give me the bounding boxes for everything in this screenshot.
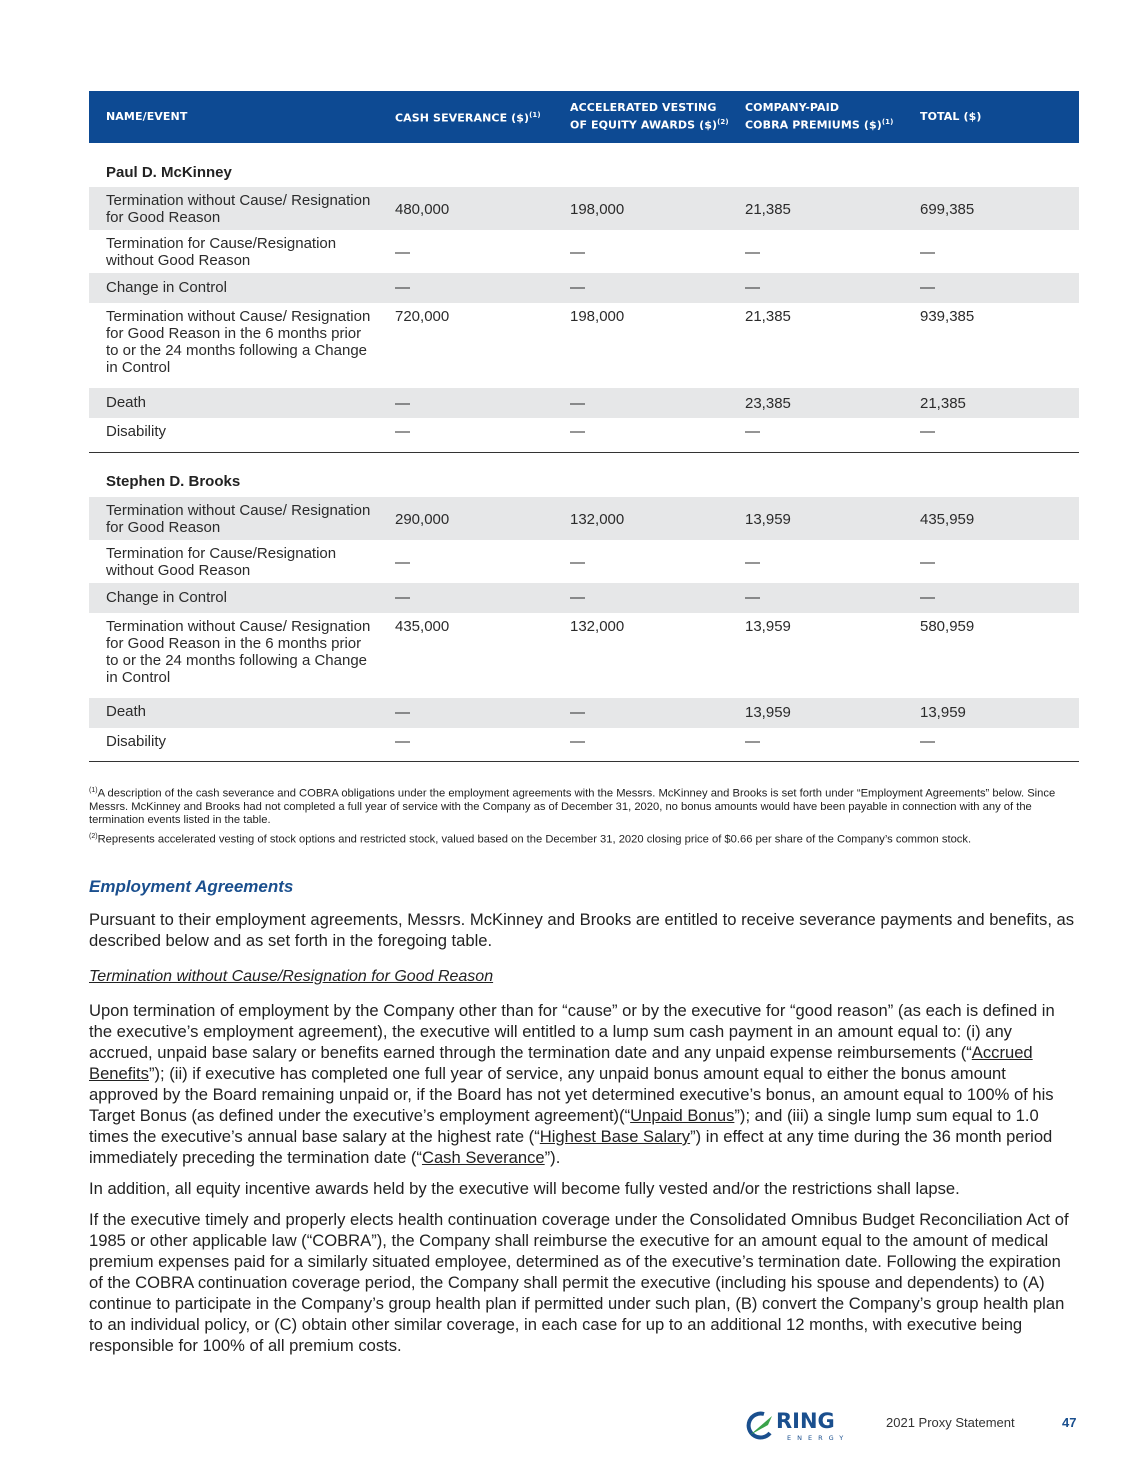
- row-label: Termination without Cause/ Resignation for Good Reason in the 6 months prior to or the 24 months following a Change in Control: [106, 618, 371, 686]
- vesting-value: 132,000: [570, 511, 625, 528]
- section-divider: [89, 452, 1079, 453]
- total-value: 21,385: [920, 395, 966, 412]
- total-value: —: [920, 554, 935, 571]
- row-label: Termination for Cause/Resignation without Good Reason: [106, 545, 337, 579]
- vesting-value: 198,000: [570, 308, 625, 325]
- total-value: 939,385: [920, 308, 975, 325]
- row-label: Death: [106, 394, 147, 411]
- cobra-value: —: [745, 733, 760, 750]
- table-row: [89, 230, 1079, 273]
- col-header-cobra: COMPANY-PAID COBRA PREMIUMS ($)$^{(1)}$: [745, 101, 894, 132]
- table-row: [89, 613, 1079, 698]
- vesting-value: —: [570, 554, 585, 571]
- vesting-value: 132,000: [570, 618, 625, 635]
- vesting-value: —: [570, 589, 585, 606]
- row-label: Change in Control: [106, 589, 227, 606]
- row-label: Disability: [106, 733, 167, 750]
- vesting-value: 198,000: [570, 201, 625, 218]
- cash-severance-value: —: [395, 279, 410, 296]
- cobra-value: 21,385: [745, 201, 791, 218]
- table-row: [89, 418, 1079, 451]
- total-value: 435,959: [920, 511, 975, 528]
- row-label: Termination for Cause/Resignation without Good Reason: [106, 235, 337, 269]
- total-value: —: [920, 244, 935, 261]
- total-value: —: [920, 733, 935, 750]
- logo-subtext: ENERGY: [787, 1434, 850, 1442]
- footnote-2: [89, 830, 1079, 847]
- table-header: [89, 91, 1079, 143]
- col-header-accelerated-vesting: ACCELERATED VESTING OF EQUITY AWARDS ($)$^{(2)}$: [570, 101, 729, 132]
- severance-paragraph: Upon termination of employment by the Company other than for “cause” or by the executive for “good reason” (as each is defined in the executive’s employment agreement), the executive will entitled to a lump sum cash payment in an amount equal to: (i) any accrued, unpaid base salary or benefits earned through the termination date and any unpaid expense reimbursements (“Accrued Benefits”); (ii) if executive has completed one full year of service, any unpaid bonus amount equal to either the bonus amount approved by the Board remaining unpaid or, if the Board has not yet determined executive’s bonus, an amount equal to 100% of his Target Bonus (as defined under the executive’s employment agreement)(“Unpaid Bonus”); and (iii) a single lump sum equal to 1.0 times the executive’s annual base salary at the highest rate (“Highest Base Salary”) in effect at any time during the 36 month period immediately preceding the termination date (“Cash Severance”).: [89, 1001, 1055, 1167]
- table-row: [89, 303, 1079, 388]
- footnote-marker: (2): [89, 833, 98, 840]
- table-row: [89, 583, 1079, 613]
- footer-doc-title: 2021 Proxy Statement: [886, 1415, 1015, 1430]
- vesting-value: —: [570, 244, 585, 261]
- total-value: 580,959: [920, 618, 975, 635]
- total-value: 699,385: [920, 201, 975, 218]
- footnote-text: A description of the cash severance and COBRA obligations under the employment agreements with the Messrs. McKinney and Brooks is set forth under “Employment Agreements” below. Since Messrs. McKinney and Brooks had not completed a full year of service with the Company as of December 31, 2020, no bonus amounts would have been payable in connection with any of the termination events listed in the table.: [89, 787, 1056, 826]
- defined-term-accrued-benefits: Accrued Benefits: [89, 1043, 1033, 1083]
- row-label: Termination without Cause/ Resignation for Good Reason: [106, 192, 371, 226]
- intro-paragraph: Pursuant to their employment agreements, Messrs. McKinney and Brooks are entitled to receive severance payments and benefits, as described below and as set forth in the foregoing table.: [89, 910, 1075, 950]
- cash-severance-value: —: [395, 554, 410, 571]
- cash-severance-value: —: [395, 733, 410, 750]
- logo-wordmark: RING: [776, 1409, 835, 1433]
- cobra-value: —: [745, 423, 760, 440]
- cash-severance-value: —: [395, 244, 410, 261]
- equity-paragraph: In addition, all equity incentive awards held by the executive will become fully vested and/or the restrictions shall lapse.: [89, 1179, 960, 1198]
- table-bottom-rule: [89, 761, 1079, 762]
- col-header-name: NAME/EVENT: [106, 110, 188, 123]
- row-label: Termination without Cause/ Resignation for Good Reason: [106, 502, 371, 536]
- total-value: —: [920, 423, 935, 440]
- cash-severance-value: —: [395, 704, 410, 721]
- cash-severance-value: 720,000: [395, 308, 450, 325]
- total-value: 13,959: [920, 704, 966, 721]
- cobra-value: —: [745, 589, 760, 606]
- defined-term-highest-base-salary: Highest Base Salary: [539, 1127, 691, 1146]
- ring-energy-logo: [742, 1407, 860, 1443]
- vesting-value: —: [570, 733, 585, 750]
- section-name-mckinney: Paul D. McKinney: [106, 164, 232, 181]
- cobra-value: 13,959: [745, 618, 791, 635]
- vesting-value: —: [570, 423, 585, 440]
- col-header-cash-severance: CASH SEVERANCE ($)$^{(1)}$: [395, 111, 541, 125]
- cash-severance-value: —: [395, 589, 410, 606]
- table-row: [89, 187, 1079, 230]
- table-row: [89, 497, 1079, 540]
- page-number: 47: [1062, 1415, 1077, 1430]
- table-row: [89, 728, 1079, 761]
- table-row: [89, 388, 1079, 418]
- table-row: [89, 540, 1079, 583]
- cobra-paragraph: If the executive timely and properly elects health continuation coverage under the Consolidated Omnibus Budget Reconciliation Act of 1985 or other applicable law (“COBRA”), the Company shall reimburse the executive for an amount equal to the amount of medical premium expenses paid for a similarly situated employee, determined as of the executive’s termination date. Following the expiration of the COBRA continuation coverage period, the Company shall permit the executive (including his spouse and dependents) to (A) continue to participate in the Company’s group health plan if permitted under such plan, (B) convert the Company’s group health plan to an individual policy, or (C) obtain other similar coverage, in each case for up to an additional 12 months, with executive being responsible for 100% of all premium costs.: [89, 1210, 1069, 1355]
- row-label: Termination without Cause/ Resignation for Good Reason in the 6 months prior to or the 24 months following a Change in Control: [106, 308, 371, 376]
- row-label: Disability: [106, 423, 167, 440]
- section-name-brooks: Stephen D. Brooks: [106, 473, 241, 490]
- cobra-value: —: [745, 279, 760, 296]
- cash-severance-value: 480,000: [395, 201, 450, 218]
- subsection-heading: Termination without Cause/Resignation for Good Reason: [89, 968, 494, 985]
- cash-severance-value: 435,000: [395, 618, 450, 635]
- footnote-marker: (1): [89, 787, 98, 794]
- cobra-value: 13,959: [745, 511, 791, 528]
- footnote-1: [89, 784, 1079, 827]
- row-label: Death: [106, 703, 147, 720]
- vesting-value: —: [570, 279, 585, 296]
- footnote-text: Represents accelerated vesting of stock options and restricted stock, valued based on the December 31, 2020 closing price of $0.66 per share of the Company’s common stock.: [97, 833, 972, 846]
- cash-severance-value: —: [395, 423, 410, 440]
- cobra-value: —: [745, 554, 760, 571]
- table-row: [89, 698, 1079, 728]
- cobra-value: 13,959: [745, 704, 791, 721]
- cobra-value: 21,385: [745, 308, 791, 325]
- defined-term-unpaid-bonus: Unpaid Bonus: [630, 1106, 735, 1125]
- cash-severance-value: 290,000: [395, 511, 450, 528]
- total-value: —: [920, 279, 935, 296]
- vesting-value: —: [570, 395, 585, 412]
- section-heading: Employment Agreements: [89, 877, 294, 896]
- cash-severance-value: —: [395, 395, 410, 412]
- total-value: —: [920, 589, 935, 606]
- cobra-value: —: [745, 244, 760, 261]
- defined-term-cash-severance: Cash Severance: [421, 1148, 545, 1167]
- vesting-value: —: [570, 704, 585, 721]
- table-row: [89, 273, 1079, 303]
- row-label: Change in Control: [106, 279, 227, 296]
- col-header-total: TOTAL ($): [920, 110, 982, 123]
- cobra-value: 23,385: [745, 395, 791, 412]
